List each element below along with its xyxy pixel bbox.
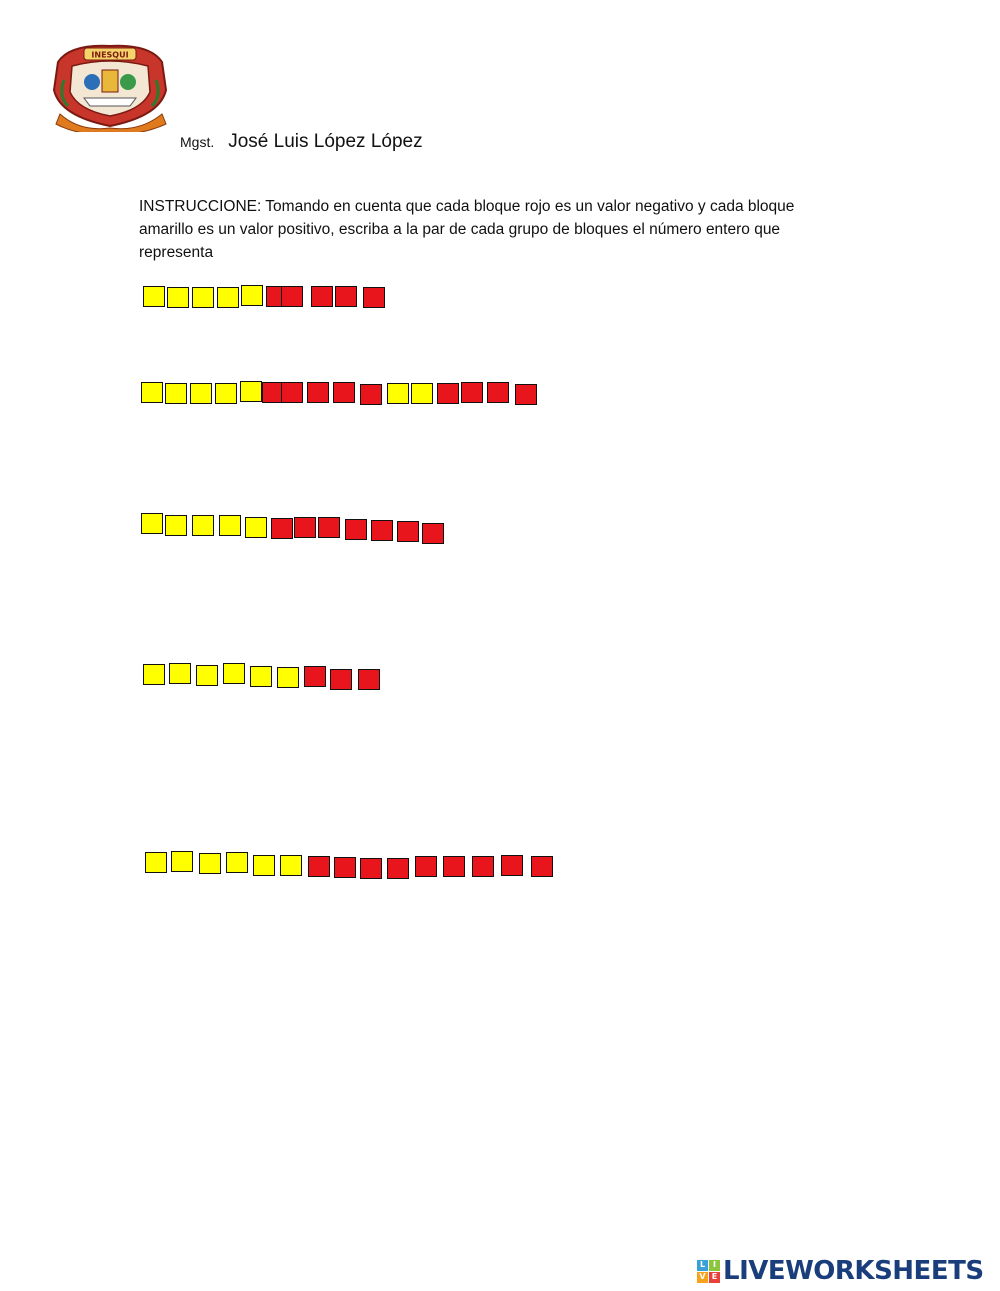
negative-block	[501, 855, 523, 876]
positive-block	[226, 852, 248, 873]
positive-block	[241, 285, 263, 306]
positive-block	[245, 517, 267, 538]
negative-block	[330, 669, 352, 690]
negative-block	[281, 382, 303, 403]
teacher-line	[180, 131, 423, 153]
positive-block	[240, 381, 262, 402]
negative-block	[294, 517, 316, 538]
negative-block	[360, 384, 382, 405]
negative-block	[515, 384, 537, 405]
negative-block	[531, 856, 553, 877]
positive-block	[387, 383, 409, 404]
positive-block	[199, 853, 221, 874]
negative-block	[387, 858, 409, 879]
positive-block	[141, 513, 163, 534]
negative-block	[461, 382, 483, 403]
negative-block	[304, 666, 326, 687]
crest-icon	[50, 40, 170, 132]
negative-block	[363, 287, 385, 308]
negative-block	[307, 382, 329, 403]
negative-block	[333, 382, 355, 403]
crest-banner-text: INESQUI	[91, 50, 129, 60]
teacher-name: José Luis López López	[228, 131, 423, 152]
negative-block	[271, 518, 293, 539]
positive-block	[165, 383, 187, 404]
positive-block	[223, 663, 245, 684]
liveworksheets-brand: LIVEWORKSHEETS	[723, 1256, 984, 1286]
positive-block	[253, 855, 275, 876]
positive-block	[143, 286, 165, 307]
negative-block	[335, 286, 357, 307]
positive-block	[280, 855, 302, 876]
liveworksheets-badge-icon: L I V E	[697, 1260, 720, 1283]
positive-block	[167, 287, 189, 308]
positive-block	[250, 666, 272, 687]
negative-block	[358, 669, 380, 690]
positive-block	[165, 515, 187, 536]
positive-block	[145, 852, 167, 873]
negative-block	[443, 856, 465, 877]
positive-block	[411, 383, 433, 404]
negative-block	[371, 520, 393, 541]
negative-block	[487, 382, 509, 403]
negative-block	[415, 856, 437, 877]
positive-block	[171, 851, 193, 872]
negative-block	[308, 856, 330, 877]
positive-block	[277, 667, 299, 688]
negative-block	[437, 383, 459, 404]
positive-block	[143, 664, 165, 685]
negative-block	[345, 519, 367, 540]
negative-block	[281, 286, 303, 307]
negative-block	[422, 523, 444, 544]
positive-block	[169, 663, 191, 684]
positive-block	[217, 287, 239, 308]
positive-block	[215, 383, 237, 404]
positive-block	[219, 515, 241, 536]
positive-block	[192, 515, 214, 536]
liveworksheets-logo	[697, 1254, 984, 1288]
positive-block	[192, 287, 214, 308]
positive-block	[141, 382, 163, 403]
negative-block	[318, 517, 340, 538]
negative-block	[360, 858, 382, 879]
instructions-text: INSTRUCCIONE: Tomando en cuenta que cada bloque rojo es un valor negativo y cada bloque amarillo es un valor positivo, escriba a la par de cada grupo de bloques el número entero que representa	[139, 198, 795, 261]
negative-block	[334, 857, 356, 878]
negative-block	[472, 856, 494, 877]
negative-block	[397, 521, 419, 542]
school-crest-logo	[50, 40, 170, 132]
positive-block	[190, 383, 212, 404]
positive-block	[196, 665, 218, 686]
negative-block	[311, 286, 333, 307]
teacher-title: Mgst.	[180, 134, 215, 150]
